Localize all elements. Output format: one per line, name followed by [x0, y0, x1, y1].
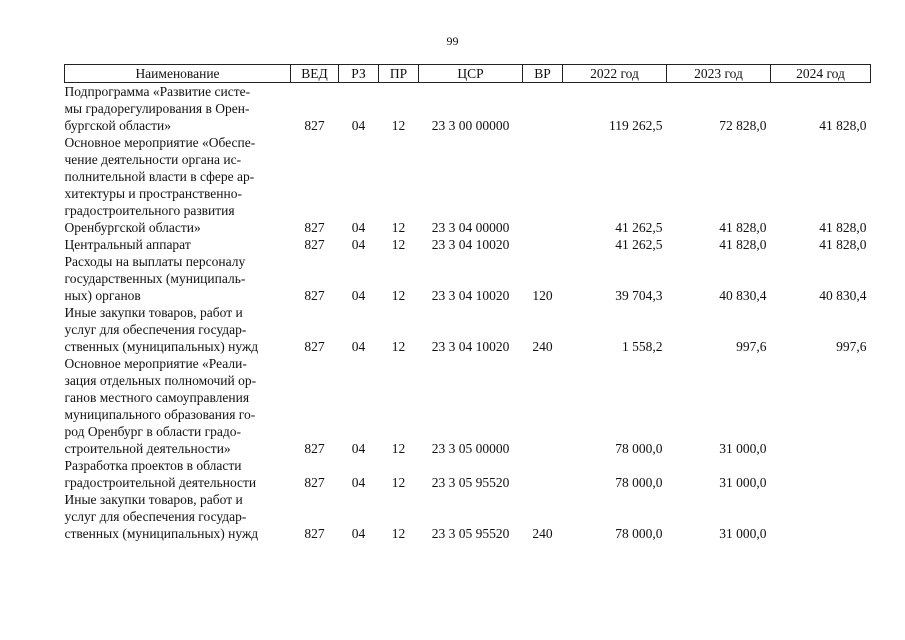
cell-2022: 119 262,5 [609, 118, 663, 133]
cell-2022: 41 262,5 [615, 220, 663, 235]
table-row [65, 236, 871, 253]
cell-vr: 240 [532, 526, 553, 541]
cell-pr: 12 [391, 526, 406, 541]
cell-2024 [771, 457, 871, 491]
name-line: Разработка проектов в области [64, 458, 242, 473]
name-line: мы градорегулирования в Орен- [64, 101, 250, 116]
cell-name [65, 304, 291, 355]
cell-vr [523, 355, 563, 457]
page-number: 99 [446, 34, 459, 48]
name-line: градостроительной деятельности [64, 475, 257, 490]
cell-2022: 41 262,5 [615, 237, 663, 252]
cell-rz: 04 [351, 237, 366, 252]
cell-name [65, 83, 291, 135]
cell-csr: 23 3 05 95520 [431, 526, 510, 541]
name-line: ных) органов [64, 288, 141, 303]
table-row [65, 134, 871, 236]
name-line: Иные закупки товаров, работ и [64, 492, 243, 507]
cell-ved: 827 [304, 118, 325, 133]
cell-csr: 23 3 04 10020 [431, 288, 510, 303]
cell-rz: 04 [351, 441, 366, 456]
cell-2023: 41 828,0 [719, 220, 767, 235]
cell-rz: 04 [351, 475, 366, 490]
cell-2023: 997,6 [736, 339, 767, 354]
cell-pr: 12 [391, 475, 406, 490]
name-line: Оренбургской области» [64, 220, 201, 235]
cell-2023: 31 000,0 [719, 475, 767, 490]
cell-ved: 827 [304, 288, 325, 303]
header-2022: 2022 год [563, 65, 667, 83]
name-line: ганов местного самоуправления [64, 390, 250, 405]
header-csr: ЦСР [419, 65, 523, 83]
cell-2024: 41 828,0 [819, 237, 867, 252]
name-line: полнительной власти в сфере ар- [64, 169, 255, 184]
cell-rz: 04 [351, 339, 366, 354]
name-line: градостроительного развития [64, 203, 235, 218]
name-line: хитектуры и пространственно- [64, 186, 242, 201]
name-line: Центральный аппарат [64, 237, 191, 252]
cell-pr: 12 [391, 220, 406, 235]
cell-2022: 78 000,0 [615, 441, 663, 456]
cell-2022: 39 704,3 [615, 288, 663, 303]
table-body [65, 83, 871, 543]
name-line: муниципального образования го- [64, 407, 256, 422]
cell-ved: 827 [304, 441, 325, 456]
cell-rz: 04 [351, 220, 366, 235]
cell-pr: 12 [391, 441, 406, 456]
cell-2023: 31 000,0 [719, 441, 767, 456]
table-row [65, 253, 871, 304]
name-line: бургской области» [64, 118, 171, 133]
cell-2022: 78 000,0 [615, 526, 663, 541]
name-line: чение деятельности органа ис- [64, 152, 242, 167]
name-line: Иные закупки товаров, работ и [64, 305, 243, 320]
table-header-row [65, 65, 871, 83]
name-line: род Оренбург в области градо- [64, 424, 241, 439]
cell-csr: 23 3 04 10020 [431, 237, 510, 252]
cell-2023: 41 828,0 [719, 237, 767, 252]
name-line: Основное мероприятие «Обеспе- [64, 135, 256, 150]
name-line: услуг для обеспечения государ- [64, 509, 247, 524]
budget-table [64, 64, 871, 542]
cell-ved: 827 [304, 526, 325, 541]
table-row [65, 491, 871, 542]
cell-csr: 23 3 05 00000 [431, 441, 510, 456]
cell-vr [523, 457, 563, 491]
cell-name [65, 491, 291, 542]
cell-2024: 40 830,4 [819, 288, 867, 303]
cell-2022: 1 558,2 [622, 339, 663, 354]
cell-vr [523, 236, 563, 253]
header-name: Наименование [65, 65, 291, 83]
header-pr: ПР [379, 65, 419, 83]
name-line: ственных (муниципальных) нужд [64, 526, 259, 541]
header-ved: ВЕД [291, 65, 339, 83]
cell-pr: 12 [391, 118, 406, 133]
cell-csr: 23 3 04 10020 [431, 339, 510, 354]
cell-2024 [771, 491, 871, 542]
header-rz: РЗ [339, 65, 379, 83]
name-line: ственных (муниципальных) нужд [64, 339, 259, 354]
cell-pr: 12 [391, 237, 406, 252]
cell-2024 [771, 355, 871, 457]
cell-vr [523, 83, 563, 135]
name-line: зация отдельных полномочий ор- [64, 373, 257, 388]
cell-rz: 04 [351, 288, 366, 303]
name-line: строительной деятельности» [64, 441, 231, 456]
cell-ved: 827 [304, 339, 325, 354]
table-row [65, 355, 871, 457]
cell-vr [523, 134, 563, 236]
table-row [65, 457, 871, 491]
name-line: государственных (муниципаль- [64, 271, 246, 286]
cell-rz: 04 [351, 526, 366, 541]
cell-rz: 04 [351, 118, 366, 133]
cell-name [65, 457, 291, 491]
cell-2023: 31 000,0 [719, 526, 767, 541]
cell-2022: 78 000,0 [615, 475, 663, 490]
name-line: Подпрограмма «Развитие систе- [64, 84, 251, 99]
cell-2024: 41 828,0 [819, 220, 867, 235]
cell-vr: 120 [532, 288, 553, 303]
table-row [65, 304, 871, 355]
cell-2023: 40 830,4 [719, 288, 767, 303]
cell-2023: 72 828,0 [719, 118, 767, 133]
cell-2024: 997,6 [836, 339, 867, 354]
table-row [65, 83, 871, 135]
header-2023: 2023 год [667, 65, 771, 83]
cell-ved: 827 [304, 237, 325, 252]
cell-pr: 12 [391, 288, 406, 303]
cell-name [65, 355, 291, 457]
cell-vr: 240 [532, 339, 553, 354]
cell-name [65, 253, 291, 304]
cell-csr: 23 3 04 00000 [431, 220, 510, 235]
header-2024: 2024 год [771, 65, 871, 83]
name-line: Расходы на выплаты персоналу [64, 254, 246, 269]
name-line: услуг для обеспечения государ- [64, 322, 247, 337]
cell-2024: 41 828,0 [819, 118, 867, 133]
cell-pr: 12 [391, 339, 406, 354]
cell-ved: 827 [304, 220, 325, 235]
cell-csr: 23 3 00 00000 [431, 118, 510, 133]
header-vr: ВР [523, 65, 563, 83]
cell-ved: 827 [304, 475, 325, 490]
cell-name [65, 236, 291, 253]
cell-name [65, 134, 291, 236]
cell-csr: 23 3 05 95520 [431, 475, 510, 490]
name-line: Основное мероприятие «Реали- [64, 356, 247, 371]
